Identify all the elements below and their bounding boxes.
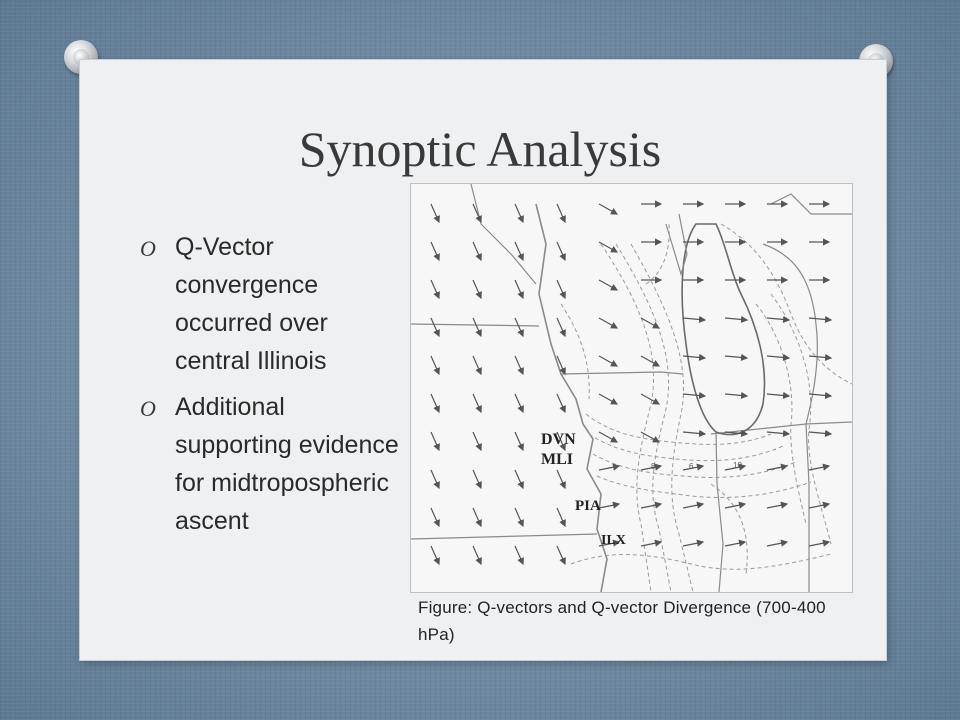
- q-vector-arrow: [767, 318, 789, 320]
- station-label-dvn: DVN: [541, 431, 576, 448]
- q-vector-arrow: [557, 394, 565, 412]
- bullet-item: [140, 228, 402, 380]
- contour-line: [721, 224, 852, 384]
- q-vector-arrow: [431, 546, 439, 564]
- q-vector-arrow: [431, 394, 439, 412]
- q-vector-arrow: [641, 356, 659, 366]
- contour-line: [571, 554, 831, 569]
- station-label-mli: MLI: [541, 451, 573, 468]
- contour-label: 8: [651, 462, 656, 471]
- q-vector-arrow: [683, 542, 703, 546]
- q-vector-arrow: [641, 432, 659, 442]
- q-vector-arrow: [431, 432, 439, 450]
- q-vector-arrow: [683, 394, 705, 396]
- q-vector-arrow: [599, 242, 617, 252]
- bullet-marker: O: [140, 236, 156, 261]
- q-vector-arrow: [767, 432, 789, 434]
- q-vector-arrow: [599, 318, 617, 328]
- q-vector-arrow: [431, 280, 439, 298]
- q-vector-arrow: [473, 280, 481, 298]
- q-vector-arrow: [809, 504, 829, 508]
- q-vector-arrow: [641, 504, 661, 508]
- q-vector-arrow: [683, 432, 705, 434]
- q-vector-arrow: [767, 356, 789, 358]
- q-vector-arrow: [515, 508, 523, 526]
- q-vector-arrow: [767, 542, 787, 546]
- q-vector-arrow: [599, 356, 617, 366]
- q-vector-arrow: [515, 432, 523, 450]
- q-vector-arrow: [515, 318, 523, 336]
- q-vector-arrows: [431, 204, 831, 564]
- q-vector-arrow: [683, 504, 703, 508]
- q-vector-arrow: [431, 318, 439, 336]
- q-vector-arrow: [515, 242, 523, 260]
- bullet-text: Q-Vector convergence occurred over central Illinois: [175, 233, 328, 375]
- contour-line: [631, 244, 693, 592]
- bullet-list: [140, 228, 402, 548]
- q-vector-arrow: [725, 504, 745, 508]
- q-vector-arrow: [725, 318, 747, 320]
- contour-label: 10: [733, 461, 742, 470]
- q-vector-arrow: [431, 356, 439, 374]
- q-vector-arrow: [515, 470, 523, 488]
- contour-line: [593, 454, 796, 477]
- q-vector-arrow: [473, 432, 481, 450]
- contour-label: 6: [689, 462, 694, 471]
- bullet-marker: O: [140, 396, 156, 421]
- q-vector-arrow: [557, 242, 565, 260]
- q-vector-arrow: [725, 356, 747, 358]
- station-labels: [541, 431, 626, 548]
- q-vector-arrow: [473, 318, 481, 336]
- q-vector-arrow: [431, 242, 439, 260]
- contour-line: [597, 476, 811, 497]
- q-vector-map-figure: [410, 183, 853, 593]
- bullet-item: [140, 388, 402, 540]
- q-vector-arrow: [809, 356, 831, 358]
- station-label-pia: PIA: [575, 498, 601, 514]
- q-vector-arrow: [641, 394, 659, 404]
- q-vector-arrow: [641, 318, 659, 328]
- q-vector-arrow: [683, 318, 705, 320]
- q-vector-arrow: [431, 204, 439, 222]
- q-vector-arrow: [515, 280, 523, 298]
- q-vector-arrow: [599, 432, 617, 442]
- q-vector-arrow: [515, 356, 523, 374]
- q-vector-arrow: [557, 470, 565, 488]
- q-vector-map: [411, 184, 852, 592]
- q-vector-arrow: [473, 546, 481, 564]
- q-vector-arrow: [599, 204, 617, 214]
- q-vector-arrow: [767, 504, 787, 508]
- slide-title: Synoptic Analysis: [298, 121, 662, 177]
- q-vector-arrow: [557, 508, 565, 526]
- contour-line: [589, 434, 783, 461]
- q-vector-arrow: [725, 542, 745, 546]
- q-vector-arrow: [431, 470, 439, 488]
- contour-line: [756, 304, 806, 524]
- q-vector-arrow: [599, 394, 617, 404]
- q-vector-arrow: [767, 466, 787, 470]
- station-label-ilx: ILX: [601, 533, 626, 548]
- q-vector-arrow: [473, 394, 481, 412]
- q-vector-arrow: [431, 508, 439, 526]
- q-vector-arrow: [473, 508, 481, 526]
- bullet-text: Additional supporting evidence for midtropospheric ascent: [175, 393, 399, 535]
- q-vector-arrow: [557, 280, 565, 298]
- q-vector-arrow: [473, 356, 481, 374]
- figure-caption: Figure: Q-vectors and Q-vector Divergence (700-400 hPa): [418, 598, 826, 644]
- contour-line: [561, 304, 589, 399]
- contour-line: [646, 224, 669, 284]
- contour-line: [771, 294, 831, 544]
- q-vector-arrow: [725, 394, 747, 396]
- q-vector-arrow: [683, 356, 705, 358]
- q-vector-arrow: [515, 204, 523, 222]
- q-vector-arrow: [599, 504, 619, 508]
- q-vector-arrow: [809, 432, 831, 434]
- q-vector-arrow: [557, 546, 565, 564]
- q-vector-arrow: [599, 280, 617, 290]
- q-vector-arrow: [809, 318, 831, 320]
- q-vector-arrow: [557, 318, 565, 336]
- q-vector-arrow: [809, 542, 829, 546]
- q-vector-arrow: [473, 242, 481, 260]
- q-vector-arrow: [473, 470, 481, 488]
- q-vector-arrow: [641, 542, 661, 546]
- q-vector-arrow: [767, 394, 789, 396]
- q-vector-arrow: [599, 466, 619, 470]
- q-vector-arrow: [515, 546, 523, 564]
- q-vector-arrow: [515, 394, 523, 412]
- q-vector-arrow: [557, 204, 565, 222]
